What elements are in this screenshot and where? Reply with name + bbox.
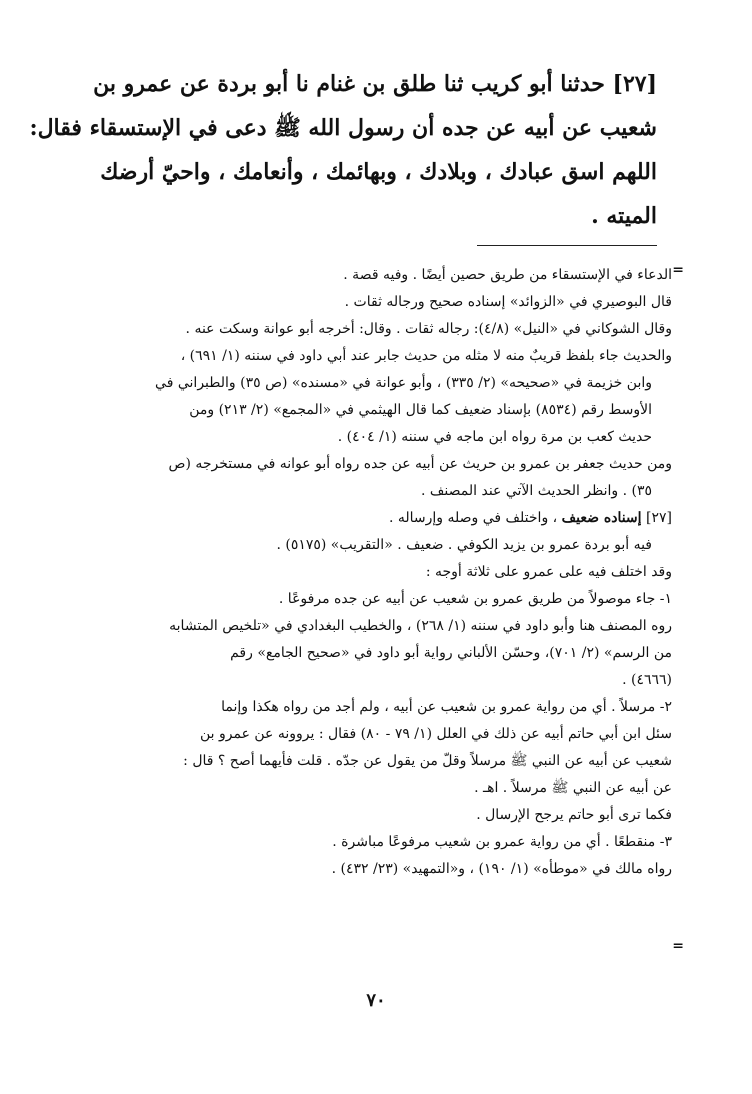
footnote-line: ١- جاء موصولاً من طريق عمرو بن شعيب عن أبيه عن جده مرفوعًا . [278,591,672,607]
footnote-separator [477,245,657,246]
hadith-text [29,62,657,238]
footnote-line: وقال الشوكاني في «النيل» (٤/٨): رجاله ثقات . وقال: أخرجه أبو عوانة وسكت عنه . [185,321,672,337]
footnote-line: فيه أبو بردة عمرو بن يزيد الكوفي . ضعيف . «التقريب» (٥١٧٥) . [276,537,652,553]
continuation-marker: = [672,262,684,278]
continuation-marker: = [672,938,684,954]
footnote-line: فكما ترى أبو حاتم يرجح الإرسال . [476,807,672,823]
footnote-line: روه المصنف هنا وأبو داود في سننه (١/ ٢٦٨) ، والخطيب البغدادي في «تلخيص المتشابه [169,618,672,634]
footnote-line: والحديث جاء بلفظ قريبٌ منه لا مثله من حديث جابر عند أبي داود في سننه (١/ ٦٩١) ، [180,348,672,364]
hadith-line: اللهم اسق عبادك ، وبلادك ، وبهائمك ، وأنعامك ، واحيّ أرضك [100,159,657,185]
page-number: ٧٠ [366,990,386,1011]
hadith-line: الميته . [591,203,657,229]
footnote-verdict: إسناده ضعيف [561,510,642,526]
footnote-line: عن أبيه عن النبي ﷺ مرسلاً . اهـ . [474,780,672,796]
footnote-line: ومن حديث جعفر بن عمرو بن حريث عن أبيه عن جده رواه أبو عوانه في مستخرجه (ص [168,456,672,472]
footnote-line: حديث كعب بن مرة رواه ابن ماجه في سننه (١/ ٤٠٤) . [337,429,652,445]
hadith-line: شعيب عن أبيه عن جده أن رسول الله ﷺ دعى في الإستسقاء فقال: [29,115,657,141]
footnote-heading-rest: ، واختلف في وصله وإرساله . [388,510,558,526]
footnote-line: ٣- منقطعًا . أي من رواية عمرو بن شعيب مرفوعًا مباشرة . [332,834,672,850]
footnote-line: الدعاء في الإستسقاء من طريق حصين أيضًا . وفيه قصة . [343,267,672,283]
footnotes [80,262,672,883]
footnote-line: وابن خزيمة في «صحيحه» (٢/ ٣٣٥) ، وأبو عوانة في «مسنده» (ص ٣٥) والطبراني في [155,375,652,391]
footnote-line: الأوسط رقم (٨٥٣٤) بإسناد ضعيف كما قال الهيثمي في «المجمع» (٢/ ٢١٣) ومن [189,402,652,418]
footnote-line: وقد اختلف فيه على عمرو على ثلاثة أوجه : [425,564,672,580]
hadith-line: [٢٧] حدثنا أبو كريب ثنا طلق بن غنام نا أبو بردة عن عمرو بن [93,71,657,97]
footnote-line: ٣٥) . وانظر الحديث الآتي عند المصنف . [421,483,652,499]
footnote-line: رواه مالك في «موطأه» (١/ ١٩٠) ، و«التمهيد» (٢٣/ ٤٣٢) . [331,861,672,877]
footnote-number: [٢٧] [646,510,672,526]
footnote-line: شعيب عن أبيه عن النبي ﷺ مرسلاً وقلّ من يقول عن جدّه . قلت فأيهما أصح ؟ قال : [183,753,672,769]
footnote-line: من الرسم» (٢/ ٧٠١)، وحسّن الألباني رواية أبو داود في «صحيح الجامع» رقم [230,645,672,661]
footnote-line: ٢- مرسلاً . أي من رواية عمرو بن شعيب عن أبيه ، ولم أجد من رواه هكذا وإنما [221,699,672,715]
footnote-line: قال البوصيري في «الزوائد» إسناده صحيح ورجاله ثقات . [344,294,672,310]
footnote-line: (٤٦٦٦) . [622,672,672,688]
footnote-line: سئل ابن أبي حاتم أبيه عن ذلك في العلل (١/ ٧٩ - ٨٠) فقال : يروونه عن عمرو بن [199,726,672,742]
footnote-heading [80,505,672,532]
